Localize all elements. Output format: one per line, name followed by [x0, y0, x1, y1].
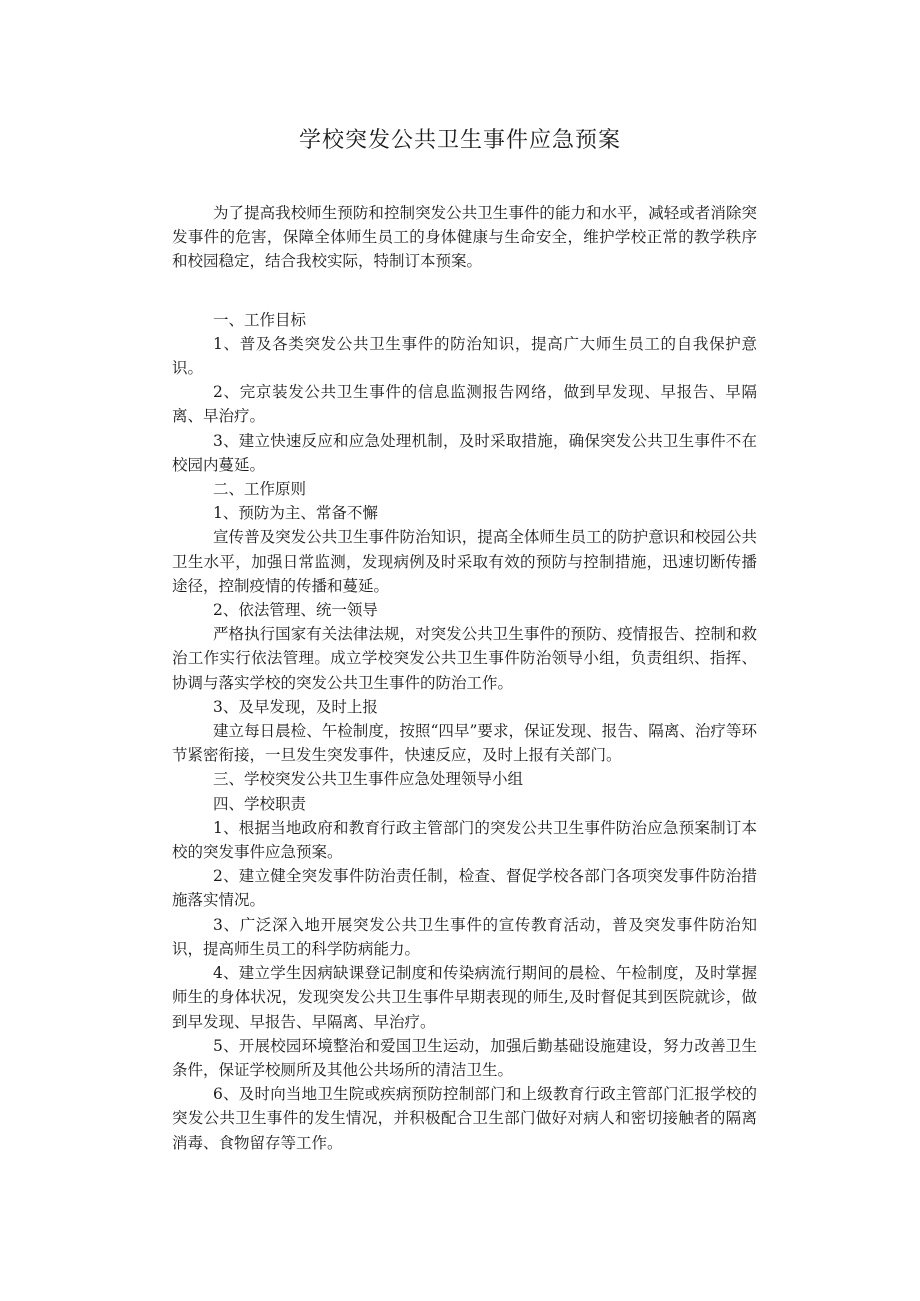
duty-item-4: 4、建立学生因病缺课登记制度和传染病流行期间的晨检、午检制度，及时掌握师生的身体状况，发现突发公共卫生事件早期表现的师生,及时督促其到医院就诊，做到早发现、早报告、早隔离、早治疗。 [172, 964, 757, 1031]
section-heading-leadership: 三、学校突发公共卫生事件应急处理领导小组 [213, 770, 524, 789]
duty-item-6: 6、及时向当地卫生院或疾病预防控制部门和上级教育行政主管部门汇报学校的突发公共卫生事件的发生情况，并积极配合卫生部门做好对病人和密切接触者的隔离消毒、食物留存等工作。 [172, 1085, 757, 1152]
principle-body-1: 宣传普及突发公共卫生事件防治知识，提高全体师生员工的防护意识和校园公共卫生水平，加强日常监测，发现病例及时采取有效的预防与控制措施，迅速切断传播途径，控制疫情的传播和蔓延。 [172, 528, 757, 595]
goal-item-3: 3、建立快速反应和应急处理机制，及时采取措施，确保突发公共卫生事件不在校园内蔓延。 [172, 431, 757, 474]
section-heading-goals: 一、工作目标 [213, 310, 307, 329]
principle-heading-1: 1、预防为主、常备不懈 [213, 504, 378, 523]
duty-item-1: 1、根据当地政府和教育行政主管部门的突发公共卫生事件防治应急预案制订本校的突发事件应急预案。 [172, 818, 757, 862]
principle-heading-2: 2、依法管理、统一领导 [213, 601, 378, 620]
goal-item-1: 1、普及各类突发公共卫生事件的防治知识，提高广大师生员工的自我保护意识。 [172, 334, 757, 378]
duty-item-5: 5、开展校园环境整治和爱国卫生运动，加强后勤基础设施建设，努力改善卫生条件，保证学校厕所及其他公共场所的清洁卫生。 [172, 1036, 757, 1079]
principle-heading-3: 3、及早发现，及时上报 [213, 697, 378, 716]
document-title: 学校突发公共卫生事件应急预案 [298, 128, 621, 153]
duty-item-3: 3、广泛深入地开展突发公共卫生事件的宣传教育活动，普及突发事件防治知识，提高师生员工的科学防病能力。 [172, 915, 757, 958]
document-body [172, 201, 757, 1155]
goal-item-2: 2、完京装发公共卫生事件的信息监测报告网络，做到早发现、早报告、早隔离、早治疗。 [172, 383, 757, 426]
principle-body-2: 严格执行国家有关法律法规，对突发公共卫生事件的预防、疫情报告、控制和救治工作实行依法管理。成立学校突发公共卫生事件防治领导小组，负责组织、指挥、协调与落实学校的突发公共卫生事件的防治工作。 [172, 625, 757, 692]
intro-paragraph: 为了提高我校师生预防和控制突发公共卫生事件的能力和水平，减轻或者消除突发事件的危害，保障全体师生员工的身体健康与生命安全，维护学校正常的教学秩序和校园稳定，结合我校实际，特制订本预案。 [172, 204, 757, 271]
section-heading-principles: 二、工作原则 [213, 480, 307, 499]
duty-item-2: 2、建立健全突发事件防治责任制，检查、督促学校各部门各项突发事件防治措施落实情况。 [172, 867, 757, 910]
principle-body-3: 建立每日晨检、午检制度，按照“四早”要求，保证发现、报告、隔离、治疗等环节紧密衔接，一旦发生突发事件，快速反应，及时上报有关部门。 [172, 722, 757, 765]
section-heading-duties: 四、学校职责 [213, 794, 307, 813]
